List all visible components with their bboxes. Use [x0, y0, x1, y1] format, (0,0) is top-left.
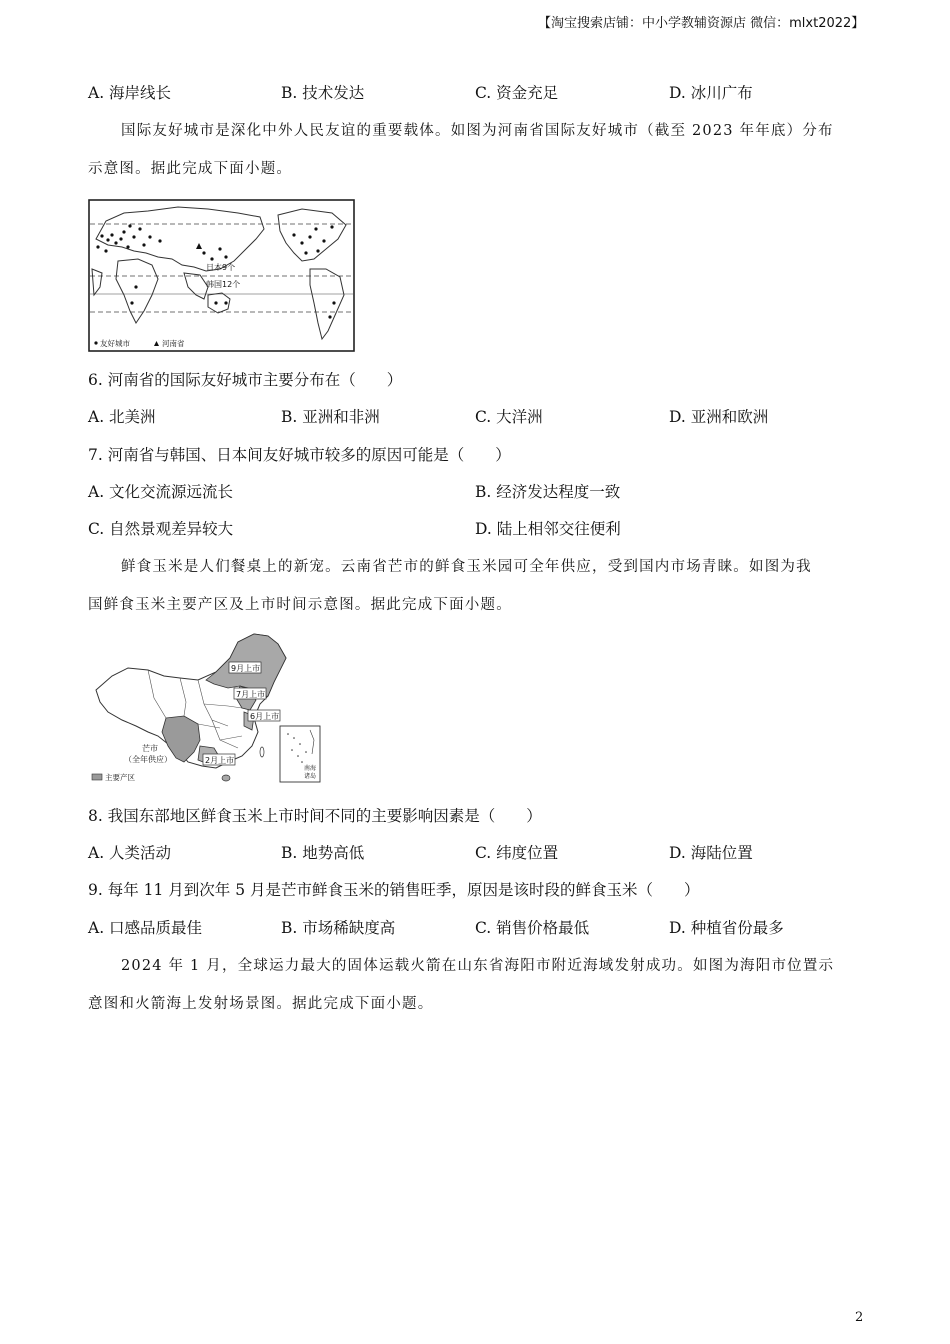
- option-b[interactable]: B. 技术发达: [281, 84, 365, 102]
- label-september: 9月上市: [231, 664, 261, 673]
- q9-option-b[interactable]: B. 市场稀缺度高: [281, 919, 396, 937]
- china-corn-map: [88, 628, 328, 786]
- question-8-stem: 8. 我国东部地区鲜食玉米上市时间不同的主要影响因素是（ ）: [88, 807, 542, 825]
- label-korea: 韩国12个: [206, 280, 241, 289]
- q8-option-c[interactable]: C. 纬度位置: [475, 844, 559, 862]
- question-6-stem: 6. 河南省的国际友好城市主要分布在（ ）: [88, 371, 403, 389]
- inset-label: 南海: [304, 765, 317, 772]
- option-d[interactable]: D. 冰川广布: [669, 84, 753, 102]
- q8-option-b[interactable]: B. 地势高低: [281, 844, 365, 862]
- label-june: 6月上市: [250, 712, 280, 721]
- q6-option-b[interactable]: B. 亚洲和非洲: [281, 408, 380, 426]
- legend-main-area: 主要产区: [105, 773, 135, 782]
- passage-line: 示意图。据此完成下面小题。: [88, 161, 293, 177]
- q8-option-a[interactable]: A. 人类活动: [88, 844, 172, 862]
- legend-henan: 河南省: [162, 339, 185, 348]
- inset-label: 诸岛: [304, 773, 317, 780]
- question-7-stem: 7. 河南省与韩国、日本间友好城市较多的原因可能是（ ）: [88, 446, 511, 464]
- q7-option-b[interactable]: B. 经济发达程度一致: [475, 483, 621, 501]
- q8-option-d[interactable]: D. 海陆位置: [669, 844, 753, 862]
- label-february: 2月上市: [205, 756, 235, 765]
- page-header: 【淘宝搜索店铺：中小学教辅资源店 微信：mlxt2022】: [538, 16, 865, 31]
- legend-friendship-city: 友好城市: [100, 339, 130, 348]
- passage-line: 鲜食玉米是人们餐桌上的新宠。云南省芒市的鲜食玉米园可全年供应，受到国内市场青睐。如图为我: [121, 559, 812, 575]
- q9-option-a[interactable]: A. 口感品质最佳: [88, 919, 203, 937]
- passage-line: 2024 年 1 月，全球运力最大的固体运载火箭在山东省海阳市附近海域发射成功。如图为海阳市位置示: [121, 958, 835, 974]
- q7-option-a[interactable]: A. 文化交流源远流长: [88, 483, 234, 501]
- q6-option-c[interactable]: C. 大洋洲: [475, 408, 543, 426]
- label-japan: 日本9个: [206, 263, 236, 272]
- passage-line: 意图和火箭海上发射场景图。据此完成下面小题。: [88, 996, 434, 1012]
- question-9-stem: 9. 每年 11 月到次年 5 月是芒市鲜食玉米的销售旺季，原因是该时段的鲜食玉米（ ）: [88, 881, 700, 899]
- passage-line: 国际友好城市是深化中外人民友谊的重要载体。如图为河南省国际友好城市（截至 2023 年年底）分布: [121, 123, 834, 139]
- label-all-year-supply: （全年供应）: [124, 755, 172, 764]
- label-july: 7月上市: [236, 690, 266, 699]
- option-c[interactable]: C. 资金充足: [475, 84, 559, 102]
- q6-option-d[interactable]: D. 亚洲和欧洲: [669, 408, 769, 426]
- world-friendship-city-map: [88, 199, 355, 352]
- q9-option-c[interactable]: C. 销售价格最低: [475, 919, 590, 937]
- option-a[interactable]: A. 海岸线长: [88, 84, 172, 102]
- q7-option-d[interactable]: D. 陆上相邻交往便利: [475, 520, 621, 538]
- q9-option-d[interactable]: D. 种植省份最多: [669, 919, 784, 937]
- page-number: 2: [855, 1310, 864, 1325]
- q6-option-a[interactable]: A. 北美洲: [88, 408, 156, 426]
- label-mangshi: 芒市: [142, 744, 158, 753]
- q7-option-c[interactable]: C. 自然景观差异较大: [88, 520, 234, 538]
- passage-line: 国鲜食玉米主要产区及上市时间示意图。据此完成下面小题。: [88, 597, 512, 613]
